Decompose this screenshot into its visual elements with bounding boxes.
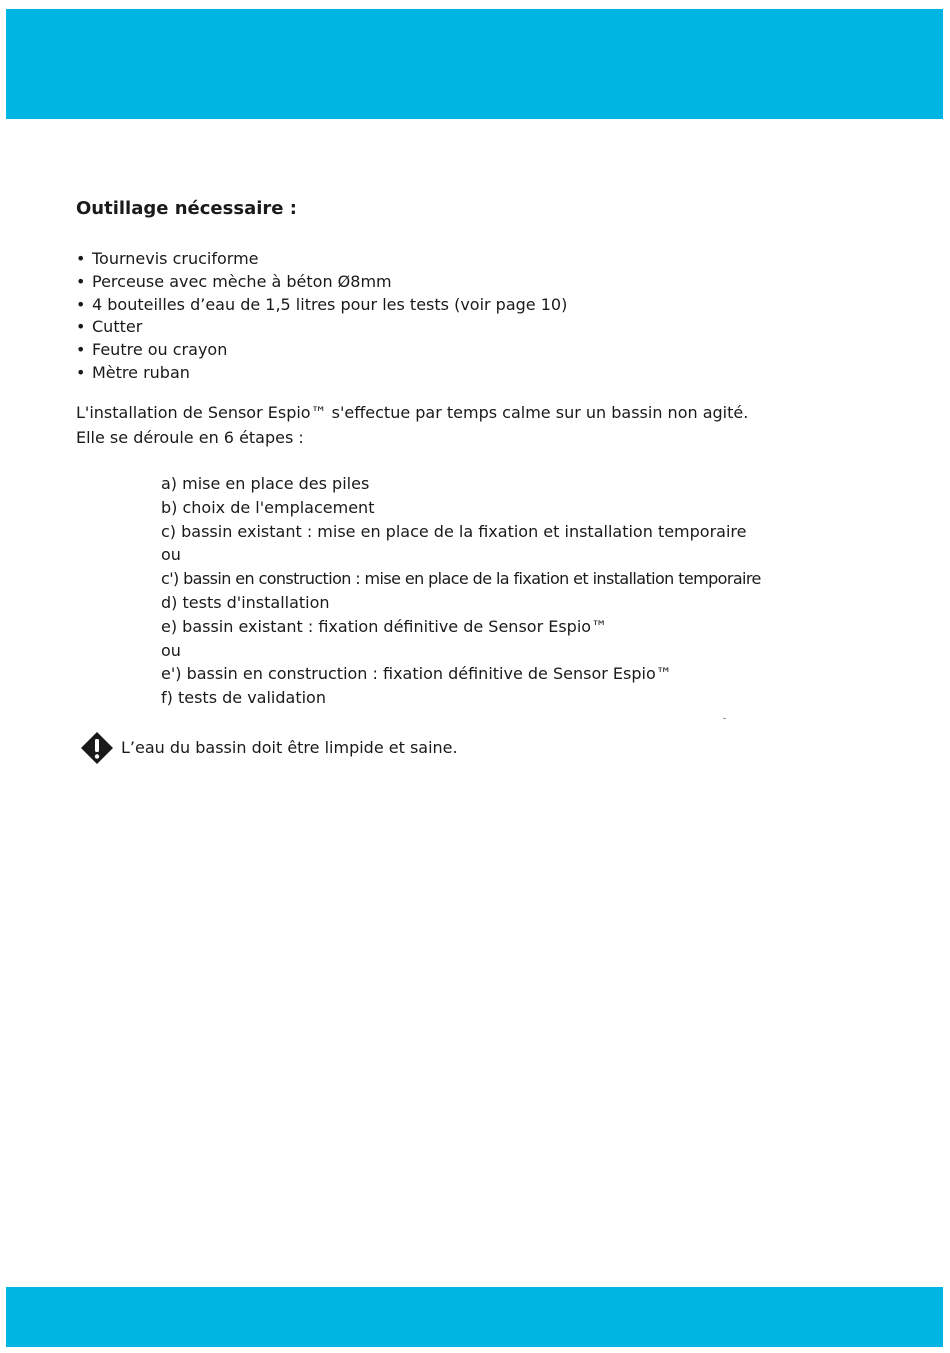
tool-label: Tournevis cruciforme xyxy=(92,249,259,268)
bullet: • xyxy=(76,294,86,314)
warning-text: L’eau du bassin doit être limpide et saine. xyxy=(121,738,458,757)
tools-heading: Outillage nécessaire : xyxy=(76,198,297,219)
intro-line: Elle se déroule en 6 étapes : xyxy=(76,428,304,447)
step-item: f) tests de validation xyxy=(161,688,326,708)
warning-diamond-icon xyxy=(80,731,114,765)
step-item: d) tests d'installation xyxy=(161,592,330,612)
step-item: e) bassin existant : fixation définitive de Sensor Espio™ xyxy=(161,616,608,636)
installation-steps xyxy=(161,472,761,710)
tools-list-item xyxy=(76,271,567,294)
step-or: ou xyxy=(161,545,181,565)
footer-band xyxy=(6,1287,943,1347)
bullet: • xyxy=(76,340,86,360)
tools-list-item xyxy=(76,339,567,362)
bullet: • xyxy=(76,317,86,337)
step-item: b) choix de l'emplacement xyxy=(161,497,375,517)
step-item: e') bassin en construction : fixation définitive de Sensor Espio™ xyxy=(161,664,672,684)
intro-line: L'installation de Sensor Espio™ s'effectue par temps calme sur un bassin non agité. xyxy=(76,403,749,422)
step-item: c') bassin en construction : mise en place de la fixation et installation temporaire xyxy=(161,569,761,589)
tools-list-item xyxy=(76,248,567,271)
bullet: • xyxy=(76,271,86,291)
tools-list xyxy=(76,248,567,385)
bullet: • xyxy=(76,362,86,382)
tool-label: Cutter xyxy=(92,317,143,337)
tool-label: Perceuse avec mèche à béton Ø8mm xyxy=(92,271,392,291)
scan-speck xyxy=(723,718,726,719)
tools-list-item xyxy=(76,294,567,317)
tool-label: Feutre ou crayon xyxy=(92,340,228,360)
step-or: ou xyxy=(161,640,181,660)
intro-paragraph xyxy=(76,400,748,450)
step-item: c) bassin existant : mise en place de la fixation et installation temporaire xyxy=(161,521,747,541)
tools-list-item xyxy=(76,362,567,385)
tool-label: Mètre ruban xyxy=(92,362,190,382)
bullet: • xyxy=(76,249,86,268)
tools-list-item xyxy=(76,316,567,339)
tool-label: 4 bouteilles d’eau de 1,5 litres pour les tests (voir page 10) xyxy=(92,294,568,314)
header-band xyxy=(6,9,943,119)
step-item: a) mise en place des piles xyxy=(161,474,370,493)
